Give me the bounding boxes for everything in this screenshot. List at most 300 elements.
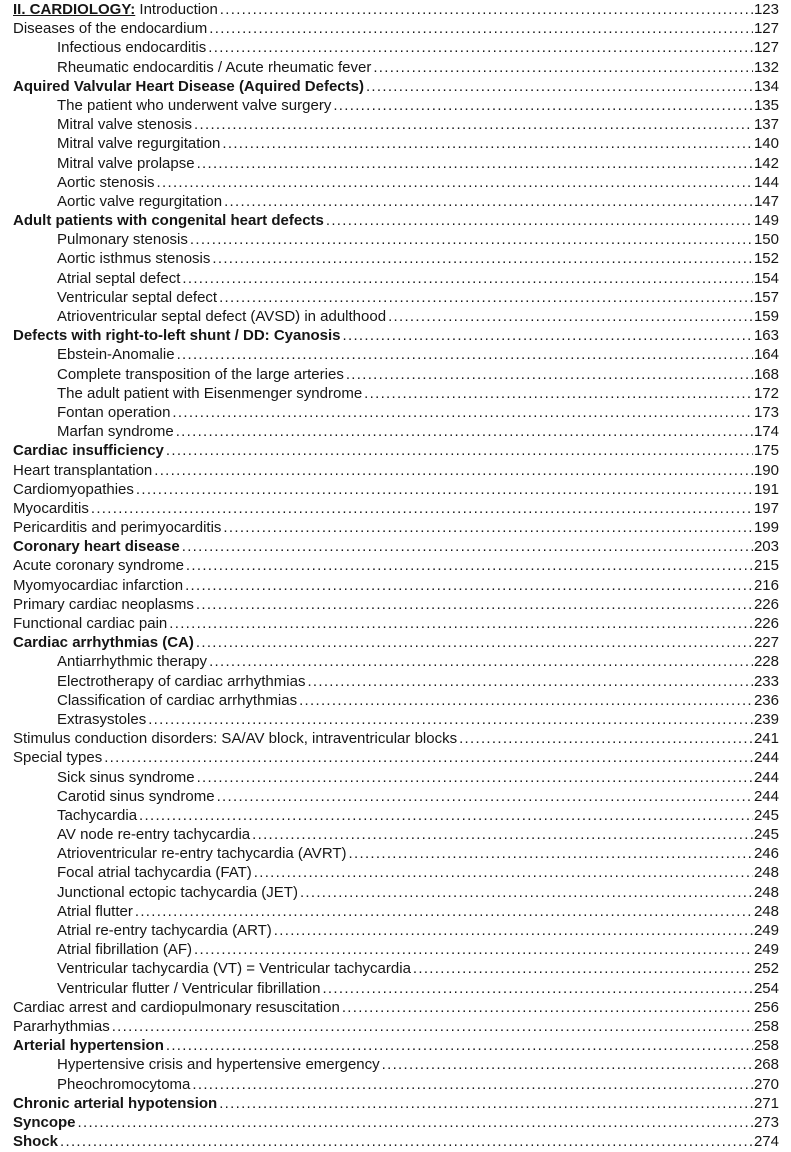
toc-entry[interactable] xyxy=(13,96,779,115)
toc-entry-label xyxy=(57,115,192,134)
toc-entry-page-number: 248 xyxy=(753,864,779,882)
toc-entry-page-number: 249 xyxy=(753,922,779,939)
toc-entry-title: Atrial flutter xyxy=(57,902,133,920)
toc-entry-label xyxy=(13,211,324,230)
dot-leader xyxy=(91,499,753,518)
dot-leader xyxy=(274,921,753,940)
toc-entry-label xyxy=(13,499,89,518)
toc-entry-label xyxy=(57,806,137,825)
toc-entry-page-number: 127 xyxy=(753,39,779,57)
toc-entry[interactable] xyxy=(13,652,779,671)
toc-entry-label xyxy=(57,1055,380,1074)
toc-entry-label xyxy=(57,883,298,902)
toc-entry-title: Chronic arterial hypotension xyxy=(13,1094,218,1112)
toc-entry-label xyxy=(57,403,170,422)
dot-leader xyxy=(300,883,753,902)
toc-entry-label xyxy=(57,672,305,691)
toc-entry-page-number: 190 xyxy=(753,461,779,479)
toc-entry-title: Sick sinus syndrome xyxy=(57,768,195,786)
toc-entry-title: Complete transposition of the large arteries xyxy=(57,365,344,383)
toc-entry-page-number: 142 xyxy=(753,154,779,172)
dot-leader xyxy=(182,269,753,288)
toc-entry-label xyxy=(57,230,188,249)
toc-entry[interactable] xyxy=(13,710,779,729)
toc-entry[interactable] xyxy=(13,192,779,211)
toc-entry-page-number: 256 xyxy=(753,998,779,1016)
toc-entry[interactable] xyxy=(13,1132,779,1151)
toc-entry-page-number: 215 xyxy=(753,557,779,575)
toc-entry-label xyxy=(57,384,362,403)
toc-entry-label xyxy=(57,787,215,806)
toc-entry-page-number: 252 xyxy=(753,960,779,978)
dot-leader xyxy=(78,1113,753,1132)
toc-entry-page-number: 172 xyxy=(753,384,779,402)
toc-entry-page-number: 226 xyxy=(753,615,779,632)
toc-entry-title: Carotid sinus syndrome xyxy=(57,787,215,805)
toc-entry-label xyxy=(57,249,210,268)
toc-entry-label xyxy=(57,422,174,441)
toc-entry-page-number: 123 xyxy=(753,1,779,18)
toc-entry[interactable] xyxy=(13,787,779,806)
toc-entry[interactable] xyxy=(13,269,779,288)
toc-entry-label xyxy=(13,77,364,96)
toc-entry-label xyxy=(13,326,341,345)
toc-entry-title: Junctional ectopic tachycardia (JET) xyxy=(57,883,298,901)
toc-entry-page-number: 132 xyxy=(753,58,779,76)
toc-entry-title: Fontan operation xyxy=(57,403,171,421)
toc-entry-title: Defects with right-to-left shunt / DD: Cyanosis xyxy=(13,327,341,345)
toc-entry[interactable] xyxy=(13,537,779,556)
toc-entry-label xyxy=(57,979,320,998)
toc-entry[interactable] xyxy=(13,1113,779,1132)
dot-leader xyxy=(197,154,753,173)
toc-entry-title: Primary cardiac neoplasms xyxy=(13,595,194,613)
toc-entry-page-number: 244 xyxy=(753,787,779,805)
toc-entry-title: Coronary heart disease xyxy=(13,538,180,556)
toc-entry-title: Shock xyxy=(13,1133,59,1151)
dot-leader xyxy=(220,0,753,19)
toc-entry-title: Myomyocardiac infarction xyxy=(13,576,184,594)
toc-entry-title: Atrioventricular septal defect (AVSD) in adulthood xyxy=(57,308,387,325)
toc-entry[interactable] xyxy=(13,691,779,710)
toc-entry-label xyxy=(13,19,207,38)
toc-entry[interactable] xyxy=(13,288,779,307)
toc-entry-title: Extrasystoles xyxy=(57,710,147,728)
toc-entry-label xyxy=(57,365,344,384)
toc-entry[interactable] xyxy=(13,902,779,921)
dot-leader xyxy=(342,998,753,1017)
toc-entry-title: Pararhythmias xyxy=(13,1017,110,1035)
toc-entry[interactable] xyxy=(13,461,779,480)
toc-entry[interactable] xyxy=(13,614,779,633)
toc-entry[interactable] xyxy=(13,307,779,326)
toc-entry-page-number: 254 xyxy=(753,979,779,997)
toc-entry-title: Introduction xyxy=(135,1,218,18)
toc-entry-title: Tachycardia xyxy=(57,806,138,824)
toc-entry-label xyxy=(57,710,146,729)
toc-entry[interactable] xyxy=(13,77,779,96)
toc-entry-label xyxy=(13,518,221,537)
toc-entry-title: Atrial fibrillation (AF) xyxy=(57,941,193,959)
toc-entry-label xyxy=(57,959,411,978)
toc-entry-title: Atrioventricular re-entry tachycardia (AVRT) xyxy=(57,845,347,863)
toc-entry-title: Mitral valve regurgitation xyxy=(57,135,221,153)
toc-entry-label xyxy=(57,1075,190,1094)
dot-leader xyxy=(135,902,753,921)
toc-entry-title: The patient who underwent valve surgery xyxy=(57,96,332,114)
dot-leader xyxy=(373,58,753,77)
toc-entry-label xyxy=(13,595,194,614)
dot-leader xyxy=(194,115,753,134)
toc-entry-page-number: 191 xyxy=(753,480,779,498)
toc-entry[interactable] xyxy=(13,595,779,614)
dot-leader xyxy=(182,537,753,556)
toc-entry-page-number: 154 xyxy=(753,269,779,287)
dot-leader xyxy=(139,806,753,825)
toc-entry[interactable] xyxy=(13,672,779,691)
toc-entry-page-number: 271 xyxy=(753,1094,779,1112)
toc-entry-title: Infectious endocarditis xyxy=(57,39,207,57)
toc-entry[interactable] xyxy=(13,173,779,192)
dot-leader xyxy=(299,691,753,710)
toc-entry-page-number: 270 xyxy=(753,1075,779,1093)
toc-entry-page-number: 258 xyxy=(753,1017,779,1035)
toc-entry-label xyxy=(13,556,184,575)
dot-leader xyxy=(60,1132,753,1151)
toc-entry-page-number: 174 xyxy=(753,423,779,441)
dot-leader xyxy=(192,1075,753,1094)
toc-entry-title: Aortic valve regurgitation xyxy=(57,192,223,210)
dot-leader xyxy=(196,633,753,652)
toc-entry-label xyxy=(57,652,207,671)
toc-entry-title: Atrial septal defect xyxy=(57,269,181,287)
toc-entry[interactable] xyxy=(13,38,779,57)
dot-leader xyxy=(190,230,753,249)
toc-entry-label xyxy=(13,1036,164,1055)
toc-entry-page-number: 149 xyxy=(753,212,779,230)
toc-entry-page-number: 248 xyxy=(753,902,779,920)
toc-entry-title: Cardiac insufficiency xyxy=(13,442,164,460)
toc-entry-page-number: 199 xyxy=(753,519,779,537)
toc-entry-page-number: 233 xyxy=(753,672,779,690)
dot-leader xyxy=(104,748,753,767)
toc-entry-page-number: 274 xyxy=(753,1133,779,1151)
toc-entry[interactable] xyxy=(13,998,779,1017)
dot-leader xyxy=(176,422,753,441)
toc-entry-label xyxy=(13,480,134,499)
toc-entry-title: Classification of cardiac arrhythmias xyxy=(57,691,298,709)
dot-leader xyxy=(346,365,753,384)
toc-entry-label xyxy=(13,576,183,595)
toc-entry-title: Ventricular septal defect xyxy=(57,288,218,306)
toc-entry-label xyxy=(57,863,252,882)
dot-leader xyxy=(333,96,753,115)
toc-entry-page-number: 140 xyxy=(753,135,779,153)
toc-entry[interactable] xyxy=(13,518,779,537)
toc-entry-title: Cardiomyopathies xyxy=(13,480,134,498)
toc-entry-title: Arterial hypertension xyxy=(13,1037,164,1055)
toc-entry-label xyxy=(13,1017,110,1036)
toc-entry-label xyxy=(13,537,180,556)
dot-leader xyxy=(186,556,753,575)
dot-leader xyxy=(326,211,753,230)
toc-entry-title: Rheumatic endocarditis / Acute rheumatic fever xyxy=(57,58,372,76)
toc-entry-page-number: 273 xyxy=(753,1113,779,1131)
toc-entry-page-number: 241 xyxy=(753,730,779,748)
toc-entry-title: The adult patient with Eisenmenger syndrome xyxy=(57,384,363,402)
toc-entry[interactable] xyxy=(13,940,779,959)
toc-entry[interactable] xyxy=(13,806,779,825)
toc-entry-section-prefix: II. CARDIOLOGY: xyxy=(13,1,136,18)
toc-entry-page-number: 228 xyxy=(753,653,779,671)
toc-entry-label xyxy=(57,844,347,863)
toc-entry-page-number: 239 xyxy=(753,710,779,728)
toc-entry-title: Cardiac arrhythmias (CA) xyxy=(13,634,194,652)
toc-entry-label xyxy=(57,288,217,307)
toc-entry-title: Electrotherapy of cardiac arrhythmias xyxy=(57,672,306,690)
dot-leader xyxy=(223,518,753,537)
toc-entry-page-number: 164 xyxy=(753,346,779,364)
toc-entry-title: Ebstein-Anomalie xyxy=(57,346,175,364)
toc-entry-title: Hypertensive crisis and hypertensive emergency xyxy=(57,1056,380,1074)
dot-leader xyxy=(343,326,753,345)
toc-entry-title: Acute coronary syndrome xyxy=(13,557,184,575)
toc-entry-page-number: 244 xyxy=(753,749,779,767)
dot-leader xyxy=(177,345,753,364)
toc-entry[interactable] xyxy=(13,633,779,652)
toc-entry-title: Heart transplantation xyxy=(13,461,153,479)
toc-entry-label xyxy=(13,1113,76,1132)
toc-entry-label xyxy=(57,38,206,57)
dot-leader xyxy=(222,134,753,153)
toc-entry-label xyxy=(57,173,155,192)
toc-entry[interactable] xyxy=(13,134,779,153)
dot-leader xyxy=(136,480,753,499)
dot-leader xyxy=(364,384,753,403)
toc-entry[interactable] xyxy=(13,1036,779,1055)
dot-leader xyxy=(148,710,753,729)
dot-leader xyxy=(197,768,753,787)
dot-leader xyxy=(307,672,753,691)
toc-entry-page-number: 203 xyxy=(753,538,779,556)
toc-entry-label xyxy=(13,461,152,480)
toc-entry-page-number: 127 xyxy=(753,20,779,38)
toc-entry-page-number: 248 xyxy=(753,883,779,901)
toc-entry-label xyxy=(57,134,220,153)
toc-entry-title: Pulmonary stenosis xyxy=(57,231,188,249)
toc-entry-title: Adult patients with congenital heart defects xyxy=(13,212,324,230)
toc-entry-label xyxy=(13,614,167,633)
toc-entry-page-number: 249 xyxy=(753,941,779,959)
dot-leader xyxy=(219,1094,753,1113)
toc-entry-page-number: 147 xyxy=(753,192,779,210)
toc-entry-page-number: 144 xyxy=(753,173,779,191)
dot-leader xyxy=(185,576,753,595)
toc-entry-label xyxy=(57,940,192,959)
dot-leader xyxy=(196,595,753,614)
dot-leader xyxy=(349,844,753,863)
toc-entry-label xyxy=(13,441,164,460)
toc-entry[interactable] xyxy=(13,326,779,345)
toc-entry[interactable] xyxy=(13,844,779,863)
toc-entry[interactable] xyxy=(13,1075,779,1094)
toc-entry-page-number: 168 xyxy=(753,365,779,383)
toc-entry[interactable] xyxy=(13,883,779,902)
toc-entry-page-number: 246 xyxy=(753,845,779,863)
toc-entry-title: Focal atrial tachycardia (FAT) xyxy=(57,864,252,882)
dot-leader xyxy=(366,77,753,96)
toc-entry-title: Special types xyxy=(13,749,103,767)
toc-entry[interactable] xyxy=(13,211,779,230)
toc-entry[interactable] xyxy=(13,403,779,422)
dot-leader xyxy=(172,403,753,422)
dot-leader xyxy=(413,959,753,978)
toc-entry-title: Marfan syndrome xyxy=(57,423,174,441)
toc-entry-page-number: 150 xyxy=(753,231,779,249)
dot-leader xyxy=(459,729,753,748)
toc-entry-page-number: 173 xyxy=(753,403,779,421)
toc-entry-page-number: 245 xyxy=(753,806,779,824)
toc-entry[interactable] xyxy=(13,825,779,844)
toc-entry-title: Mitral valve prolapse xyxy=(57,154,195,172)
toc-entry[interactable] xyxy=(13,863,779,882)
toc-entry-title: Mitral valve stenosis xyxy=(57,116,193,134)
toc-entry-label xyxy=(57,307,386,326)
toc-entry-title: Aortic isthmus stenosis xyxy=(57,250,211,268)
dot-leader xyxy=(252,825,753,844)
toc-entry-page-number: 159 xyxy=(753,308,779,325)
toc-entry-label xyxy=(57,192,222,211)
dot-leader xyxy=(194,940,753,959)
toc-entry-label xyxy=(57,154,195,173)
toc-entry-title: Atrial re-entry tachycardia (ART) xyxy=(57,922,272,939)
dot-leader xyxy=(154,461,753,480)
toc-entry[interactable] xyxy=(13,365,779,384)
toc-entry-label xyxy=(57,58,371,77)
toc-entry[interactable] xyxy=(13,1094,779,1113)
toc-entry-title: Antiarrhythmic therapy xyxy=(57,653,208,671)
toc-entry[interactable] xyxy=(13,154,779,173)
toc-entry-title: Diseases of the endocardium xyxy=(13,20,208,38)
toc-entry-label xyxy=(57,345,175,364)
toc-entry-page-number: 134 xyxy=(753,77,779,95)
toc-entry[interactable] xyxy=(13,499,779,518)
toc-entry-label xyxy=(57,96,331,115)
toc-entry[interactable] xyxy=(13,249,779,268)
toc-entry-page-number: 137 xyxy=(753,116,779,134)
toc-entry[interactable] xyxy=(13,979,779,998)
dot-leader xyxy=(388,307,753,326)
toc-entry-page-number: 244 xyxy=(753,768,779,786)
toc-entry-title: Stimulus conduction disorders: SA/AV block, intraventricular blocks xyxy=(13,730,458,748)
dot-leader xyxy=(209,19,753,38)
toc-entry[interactable] xyxy=(13,19,779,38)
toc-entry-label xyxy=(13,633,194,652)
toc-entry-page-number: 163 xyxy=(753,327,779,345)
toc-entry[interactable] xyxy=(13,921,779,940)
toc-entry[interactable] xyxy=(13,1055,779,1074)
toc-entry[interactable] xyxy=(13,422,779,441)
toc-entry[interactable] xyxy=(13,441,779,460)
toc-entry-title: Pheochromocytoma xyxy=(57,1075,191,1093)
toc-entry[interactable] xyxy=(13,1017,779,1036)
toc-entry-label xyxy=(57,768,195,787)
toc-entry-page-number: 227 xyxy=(753,634,779,652)
toc-entry[interactable] xyxy=(13,115,779,134)
toc-entry-page-number: 245 xyxy=(753,826,779,844)
toc-entry-page-number: 157 xyxy=(753,288,779,306)
toc-entry[interactable] xyxy=(13,576,779,595)
toc-entry-label xyxy=(57,902,133,921)
toc-entry-page-number: 175 xyxy=(753,442,779,460)
dot-leader xyxy=(217,787,753,806)
toc-entry-label xyxy=(13,0,218,19)
dot-leader xyxy=(169,614,753,633)
toc-entry[interactable] xyxy=(13,0,779,19)
dot-leader xyxy=(212,249,753,268)
toc-entry-page-number: 268 xyxy=(753,1056,779,1074)
toc-entry-label xyxy=(57,921,272,940)
toc-entry-page-number: 258 xyxy=(753,1037,779,1055)
toc-entry-title: Aortic stenosis xyxy=(57,173,155,191)
toc-entry-label xyxy=(13,1132,58,1151)
toc-entry[interactable] xyxy=(13,959,779,978)
dot-leader xyxy=(112,1017,753,1036)
dot-leader xyxy=(224,192,753,211)
toc-entry-label xyxy=(13,729,457,748)
toc-entry[interactable] xyxy=(13,768,779,787)
toc-entry-title: Myocarditis xyxy=(13,499,89,517)
toc-entry-label xyxy=(13,1094,217,1113)
toc-entry[interactable] xyxy=(13,729,779,748)
dot-leader xyxy=(157,173,753,192)
toc-entry-label xyxy=(13,748,102,767)
toc-entry-label xyxy=(57,269,180,288)
toc-entry-page-number: 236 xyxy=(753,691,779,709)
toc-entry[interactable] xyxy=(13,556,779,575)
toc-entry-page-number: 226 xyxy=(753,595,779,613)
toc-entry-title: Ventricular flutter / Ventricular fibrillation xyxy=(57,979,321,997)
toc-entry-title: Aquired Valvular Heart Disease (Aquired Defects) xyxy=(13,77,364,95)
toc-entry-title: Cardiac arrest and cardiopulmonary resuscitation xyxy=(13,998,340,1016)
toc-entry-page-number: 216 xyxy=(753,576,779,594)
toc-entry-page-number: 135 xyxy=(753,96,779,114)
toc-entry[interactable] xyxy=(13,384,779,403)
toc-entry-label xyxy=(57,825,250,844)
dot-leader xyxy=(208,38,753,57)
toc-entry-title: Pericarditis and perimyocarditis xyxy=(13,519,222,537)
dot-leader xyxy=(219,288,753,307)
dot-leader xyxy=(166,1036,753,1055)
dot-leader xyxy=(322,979,753,998)
toc-entry[interactable] xyxy=(13,58,779,77)
toc-entry-title: Ventricular tachycardia (VT) = Ventricular tachycardia xyxy=(57,960,411,978)
toc-entry-label xyxy=(13,998,340,1017)
toc-entry[interactable] xyxy=(13,748,779,767)
dot-leader xyxy=(254,863,753,882)
toc-entry[interactable] xyxy=(13,230,779,249)
toc-entry[interactable] xyxy=(13,480,779,499)
toc-entry[interactable] xyxy=(13,345,779,364)
dot-leader xyxy=(166,441,753,460)
toc-entry-title: AV node re-entry tachycardia xyxy=(57,826,251,844)
toc-entry-label xyxy=(57,691,297,710)
toc-entry-title: Syncope xyxy=(13,1113,76,1131)
toc-entry-page-number: 152 xyxy=(753,250,779,268)
toc-entry-page-number: 197 xyxy=(753,499,779,517)
toc-entry-title: Functional cardiac pain xyxy=(13,615,168,632)
dot-leader xyxy=(209,652,753,671)
